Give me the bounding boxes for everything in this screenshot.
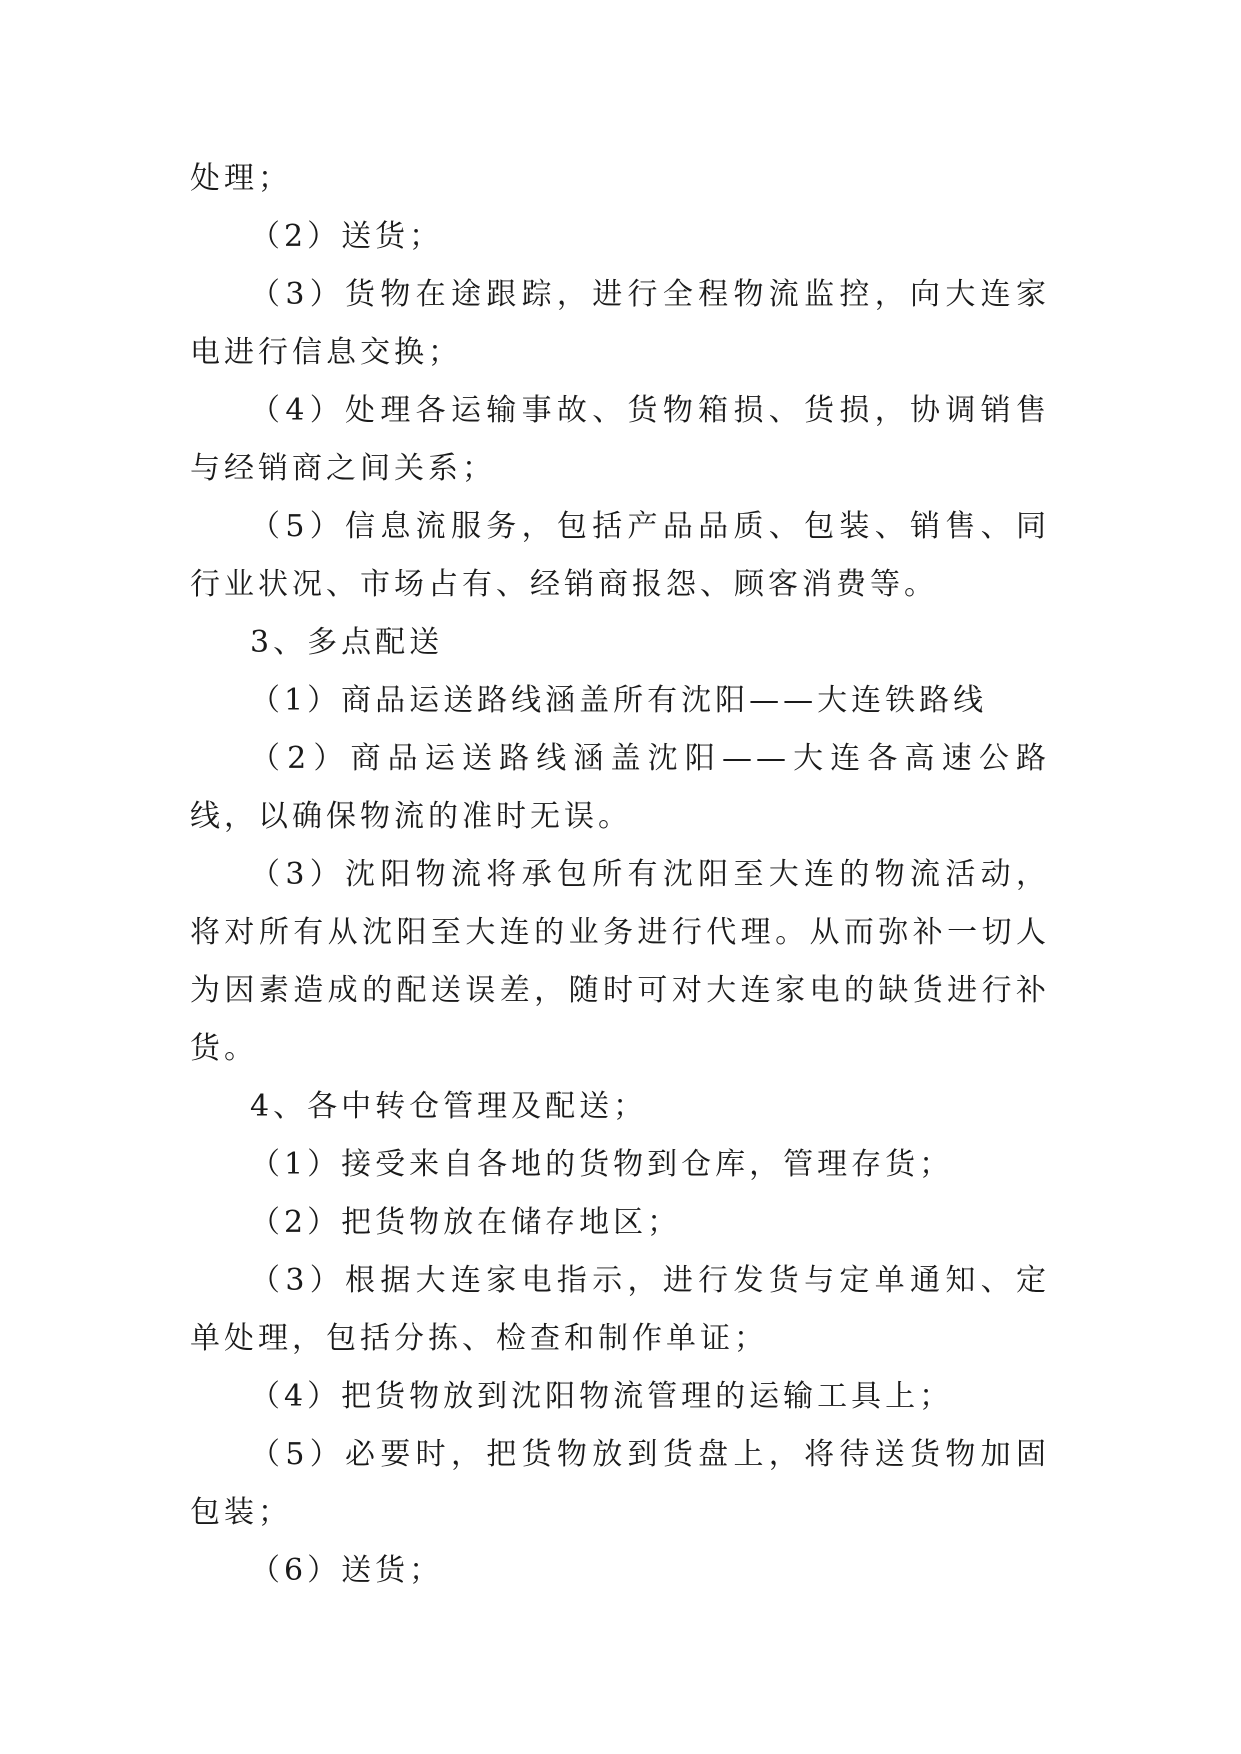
paragraph-continuation: 处理； xyxy=(190,161,292,196)
list-item-railway: （1）商品运送路线涵盖所有沈阳——大连铁路线 xyxy=(250,683,988,718)
section-heading-transfer: 4、各中转仓管理及配送； xyxy=(250,1089,648,1124)
list-item-highway: （2）商品运送路线涵盖沈阳——大连各高速公路线，以确保物流的准时无误。 xyxy=(190,741,1050,834)
list-item-delivery: （2）送货； xyxy=(250,219,444,254)
list-item-info-service: （5）信息流服务，包括产品品质、包装、销售、同行业状况、市场占有、经销商报怨、顾客消费等。 xyxy=(190,509,1050,602)
list-item-pallet: （5）必要时，把货物放到货盘上，将待送货物加固包装； xyxy=(190,1437,1050,1530)
document-body xyxy=(190,150,1050,1600)
list-item-receive: （1）接受来自各地的货物到仓库，管理存货； xyxy=(250,1147,954,1182)
list-item-contract: （3）沈阳物流将承包所有沈阳至大连的物流活动，将对所有从沈阳至大连的业务进行代理。从而弥补一切人为因素造成的配送误差，随时可对大连家电的缺货进行补货。 xyxy=(190,857,1050,1066)
list-item-loading: （4）把货物放到沈阳物流管理的运输工具上； xyxy=(250,1379,954,1414)
section-heading-multipoint: 3、多点配送 xyxy=(250,625,444,660)
list-item-tracking: （3）货物在途跟踪，进行全程物流监控，向大连家电进行信息交换； xyxy=(190,277,1050,370)
list-item-storage: （2）把货物放在储存地区； xyxy=(250,1205,682,1240)
list-item-dispatch: （3）根据大连家电指示，进行发货与定单通知、定单处理，包括分拣、检查和制作单证； xyxy=(190,1263,1050,1356)
list-item-accidents: （4）处理各运输事故、货物箱损、货损，协调销售与经销商之间关系； xyxy=(190,393,1050,486)
list-item-final-delivery: （6）送货； xyxy=(250,1553,444,1588)
